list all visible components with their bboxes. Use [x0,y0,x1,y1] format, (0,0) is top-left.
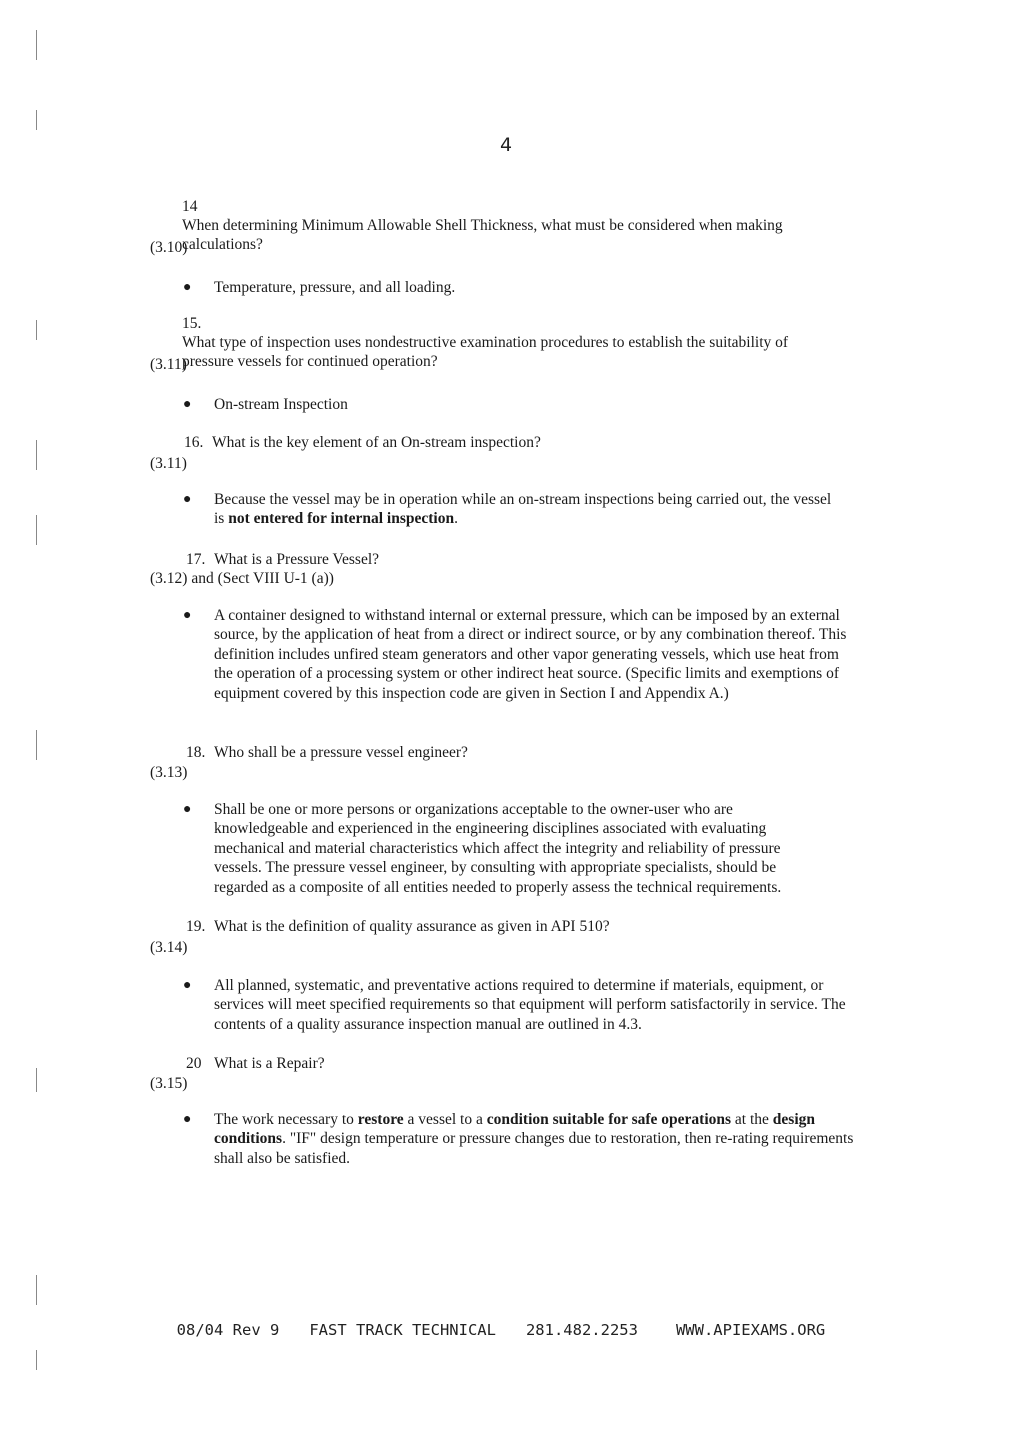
question-20 [186,1054,846,1073]
answer-16 [183,490,863,529]
question-text: What is the key element of an On-stream inspection? [212,434,541,451]
reference-16: (3.11) [150,455,187,472]
question-number: 14 [182,198,198,215]
answer-text: The work necessary to restore a vessel to a condition suitable for safe operations at the design conditions. "IF" design temperature or pressure changes due to restoration, then re-rating requirements shall also be satisfied. [214,1111,854,1167]
question-number: 17. [186,551,206,568]
answer-19 [183,976,863,1034]
question-text: What is a Repair? [214,1055,325,1072]
scan-edge-mark [36,515,37,545]
scan-edge-mark [36,440,37,470]
reference-19: (3.14) [150,939,188,956]
page-number: 4 [500,134,513,156]
answer-text: Because the vessel may be in operation while an on-stream inspections being carried out, the vessel is not entered for internal inspection. [214,491,832,528]
reference-17: (3.12) and (Sect VIII U-1 (a)) [150,570,334,587]
answer-14 [183,278,863,297]
footer-phone: 281.482.2253 [525,1321,638,1339]
scan-edge-mark [36,1275,37,1305]
answer-text: Shall be one or more persons or organizations acceptable to the owner-user who are knowledgeable and experienced in the engineering disciplines associated with evaluating mechanical and material characteristics which affect the integrity and reliability of pressure vessels. The pressure vessel engineer, by consulting with appropriate specialists, should be regarded as a composite of all entities needed to properly assess the technical requirements. [214,801,782,896]
bullet-icon: ● [183,492,192,507]
answer-17 [183,606,863,703]
bullet-icon: ● [183,608,192,623]
reference-14: (3.10) [150,239,188,256]
scan-edge-mark [36,1350,37,1370]
question-number: 20 [186,1055,202,1072]
answer-18 [183,800,863,897]
question-19 [186,917,846,936]
question-18 [186,743,846,762]
answer-text: On-stream Inspection [214,396,348,413]
question-number: 19. [186,918,206,935]
scan-edge-mark [36,730,37,760]
question-text: Who shall be a pressure vessel engineer? [214,744,468,761]
scan-edge-mark [36,30,37,60]
bullet-icon: ● [183,802,192,817]
question-17 [186,550,846,569]
answer-20 [183,1110,863,1168]
answer-text: All planned, systematic, and preventative actions required to determine if materials, equipment, or services will meet specified requirements so that equipment will perform satisfactorily in service. The contents of a quality assurance inspection manual are outlined in 4.3. [214,977,846,1033]
reference-20: (3.15) [150,1075,188,1092]
footer-website: WWW.APIEXAMS.ORG [675,1321,826,1339]
question-text: What is a Pressure Vessel? [214,551,380,568]
question-number: 15. [182,315,202,332]
scan-edge-mark [36,1068,37,1092]
question-text: When determining Minimum Allowable Shell Thickness, what must be considered when making calculations? [182,217,783,253]
scan-edge-mark [36,110,37,130]
scan-edge-mark [36,320,37,340]
bullet-icon: ● [183,1112,192,1127]
answer-text: A container designed to withstand internal or external pressure, which can be imposed by an external source, by the application of heat from a direct or indirect source, or by any combination thereof. This definition includes unfired steam generators and other vapor generating vessels, which use heat from the operation of a processing system or other indirect heat source. (Specific limits and exemptions of equipment covered by this inspection code are given in Section I and Appendix A.) [214,607,847,702]
question-14 [182,197,842,254]
page-footer [158,1303,825,1339]
answer-15 [183,395,863,414]
bullet-icon: ● [183,280,192,295]
question-15 [182,314,842,371]
reference-15: (3.11) [150,356,187,373]
question-text: What is the definition of quality assurance as given in API 510? [214,918,610,935]
footer-revision: 08/04 Rev 9 [176,1321,280,1339]
bullet-icon: ● [183,978,192,993]
reference-18: (3.13) [150,764,188,781]
question-text: What type of inspection uses nondestructive examination procedures to establish the suitability of pressure vessels for continued operation? [182,334,789,370]
question-number: 18. [186,744,206,761]
answer-text: Temperature, pressure, and all loading. [214,279,456,296]
bullet-icon: ● [183,397,192,412]
footer-company: FAST TRACK TECHNICAL [309,1321,496,1339]
question-16 [184,433,844,452]
question-number: 16. [184,434,204,451]
